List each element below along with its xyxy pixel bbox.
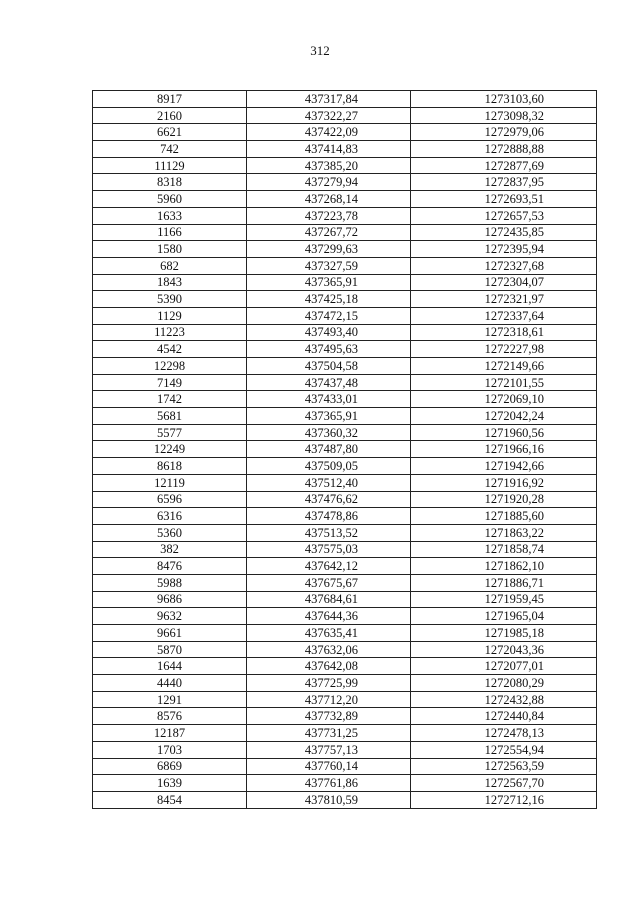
point-id-cell: 5390 xyxy=(93,291,247,308)
table-row xyxy=(93,474,597,491)
y-coordinate-cell: 1272432,88 xyxy=(411,691,597,708)
x-coordinate-cell: 437487,80 xyxy=(247,441,411,458)
x-coordinate-cell: 437493,40 xyxy=(247,324,411,341)
x-coordinate-cell: 437635,41 xyxy=(247,625,411,642)
point-id-cell: 8618 xyxy=(93,458,247,475)
x-coordinate-cell: 437360,32 xyxy=(247,424,411,441)
x-coordinate-cell: 437810,59 xyxy=(247,791,411,808)
table-row xyxy=(93,307,597,324)
table-row xyxy=(93,675,597,692)
point-id-cell: 8476 xyxy=(93,558,247,575)
point-id-cell: 1843 xyxy=(93,274,247,291)
table-row xyxy=(93,107,597,124)
table-row xyxy=(93,508,597,525)
y-coordinate-cell: 1272318,61 xyxy=(411,324,597,341)
y-coordinate-cell: 1272837,95 xyxy=(411,174,597,191)
table-row xyxy=(93,524,597,541)
point-id-cell: 5870 xyxy=(93,641,247,658)
x-coordinate-cell: 437327,59 xyxy=(247,257,411,274)
point-id-cell: 11223 xyxy=(93,324,247,341)
table-row xyxy=(93,374,597,391)
coordinates-table xyxy=(92,90,597,809)
table-row xyxy=(93,741,597,758)
y-coordinate-cell: 1272327,68 xyxy=(411,257,597,274)
y-coordinate-cell: 1272657,53 xyxy=(411,207,597,224)
table-row xyxy=(93,358,597,375)
x-coordinate-cell: 437575,03 xyxy=(247,541,411,558)
y-coordinate-cell: 1271858,74 xyxy=(411,541,597,558)
x-coordinate-cell: 437365,91 xyxy=(247,408,411,425)
x-coordinate-cell: 437513,52 xyxy=(247,524,411,541)
table-row xyxy=(93,758,597,775)
y-coordinate-cell: 1273098,32 xyxy=(411,107,597,124)
point-id-cell: 6596 xyxy=(93,491,247,508)
x-coordinate-cell: 437365,91 xyxy=(247,274,411,291)
y-coordinate-cell: 1272227,98 xyxy=(411,341,597,358)
point-id-cell: 6316 xyxy=(93,508,247,525)
point-id-cell: 11129 xyxy=(93,157,247,174)
y-coordinate-cell: 1272712,16 xyxy=(411,791,597,808)
table-row xyxy=(93,708,597,725)
x-coordinate-cell: 437223,78 xyxy=(247,207,411,224)
y-coordinate-cell: 1271920,28 xyxy=(411,491,597,508)
point-id-cell: 8454 xyxy=(93,791,247,808)
point-id-cell: 12298 xyxy=(93,358,247,375)
table-row xyxy=(93,625,597,642)
point-id-cell: 742 xyxy=(93,141,247,158)
y-coordinate-cell: 1271916,92 xyxy=(411,474,597,491)
point-id-cell: 5577 xyxy=(93,424,247,441)
y-coordinate-cell: 1272077,01 xyxy=(411,658,597,675)
x-coordinate-cell: 437478,86 xyxy=(247,508,411,525)
x-coordinate-cell: 437322,27 xyxy=(247,107,411,124)
table-row xyxy=(93,124,597,141)
y-coordinate-cell: 1272877,69 xyxy=(411,157,597,174)
point-id-cell: 9632 xyxy=(93,608,247,625)
table-row xyxy=(93,224,597,241)
table-row xyxy=(93,141,597,158)
y-coordinate-cell: 1273103,60 xyxy=(411,91,597,108)
x-coordinate-cell: 437267,72 xyxy=(247,224,411,241)
table-row xyxy=(93,341,597,358)
table-row xyxy=(93,691,597,708)
x-coordinate-cell: 437422,09 xyxy=(247,124,411,141)
point-id-cell: 4542 xyxy=(93,341,247,358)
table-row xyxy=(93,574,597,591)
y-coordinate-cell: 1271985,18 xyxy=(411,625,597,642)
x-coordinate-cell: 437317,84 xyxy=(247,91,411,108)
table-row xyxy=(93,441,597,458)
y-coordinate-cell: 1272478,13 xyxy=(411,725,597,742)
table-row xyxy=(93,608,597,625)
y-coordinate-cell: 1271863,22 xyxy=(411,524,597,541)
y-coordinate-cell: 1272043,36 xyxy=(411,641,597,658)
table-row xyxy=(93,157,597,174)
point-id-cell: 5960 xyxy=(93,191,247,208)
table-row xyxy=(93,324,597,341)
point-id-cell: 6621 xyxy=(93,124,247,141)
x-coordinate-cell: 437642,12 xyxy=(247,558,411,575)
y-coordinate-cell: 1272395,94 xyxy=(411,241,597,258)
point-id-cell: 1639 xyxy=(93,775,247,792)
x-coordinate-cell: 437414,83 xyxy=(247,141,411,158)
point-id-cell: 1129 xyxy=(93,307,247,324)
table-row xyxy=(93,291,597,308)
y-coordinate-cell: 1272563,59 xyxy=(411,758,597,775)
table-row xyxy=(93,458,597,475)
x-coordinate-cell: 437504,58 xyxy=(247,358,411,375)
y-coordinate-cell: 1271942,66 xyxy=(411,458,597,475)
table-row xyxy=(93,207,597,224)
point-id-cell: 7149 xyxy=(93,374,247,391)
point-id-cell: 8576 xyxy=(93,708,247,725)
y-coordinate-cell: 1272567,70 xyxy=(411,775,597,792)
y-coordinate-cell: 1272080,29 xyxy=(411,675,597,692)
point-id-cell: 1633 xyxy=(93,207,247,224)
point-id-cell: 1580 xyxy=(93,241,247,258)
point-id-cell: 12187 xyxy=(93,725,247,742)
x-coordinate-cell: 437732,89 xyxy=(247,708,411,725)
y-coordinate-cell: 1272101,55 xyxy=(411,374,597,391)
table-row xyxy=(93,424,597,441)
table-row xyxy=(93,725,597,742)
y-coordinate-cell: 1272337,64 xyxy=(411,307,597,324)
x-coordinate-cell: 437472,15 xyxy=(247,307,411,324)
table-row xyxy=(93,791,597,808)
x-coordinate-cell: 437495,63 xyxy=(247,341,411,358)
point-id-cell: 682 xyxy=(93,257,247,274)
point-id-cell: 5988 xyxy=(93,574,247,591)
x-coordinate-cell: 437632,06 xyxy=(247,641,411,658)
y-coordinate-cell: 1271966,16 xyxy=(411,441,597,458)
x-coordinate-cell: 437760,14 xyxy=(247,758,411,775)
point-id-cell: 4440 xyxy=(93,675,247,692)
point-id-cell: 1291 xyxy=(93,691,247,708)
point-id-cell: 12119 xyxy=(93,474,247,491)
y-coordinate-cell: 1272554,94 xyxy=(411,741,597,758)
table-row xyxy=(93,257,597,274)
y-coordinate-cell: 1272069,10 xyxy=(411,391,597,408)
x-coordinate-cell: 437299,63 xyxy=(247,241,411,258)
point-id-cell: 5681 xyxy=(93,408,247,425)
x-coordinate-cell: 437476,62 xyxy=(247,491,411,508)
table-row xyxy=(93,174,597,191)
x-coordinate-cell: 437433,01 xyxy=(247,391,411,408)
table-row xyxy=(93,391,597,408)
table-row xyxy=(93,558,597,575)
y-coordinate-cell: 1272440,84 xyxy=(411,708,597,725)
y-coordinate-cell: 1272304,07 xyxy=(411,274,597,291)
y-coordinate-cell: 1271960,56 xyxy=(411,424,597,441)
x-coordinate-cell: 437385,20 xyxy=(247,157,411,174)
coordinates-table-body xyxy=(93,91,597,809)
x-coordinate-cell: 437731,25 xyxy=(247,725,411,742)
x-coordinate-cell: 437437,48 xyxy=(247,374,411,391)
x-coordinate-cell: 437268,14 xyxy=(247,191,411,208)
point-id-cell: 8318 xyxy=(93,174,247,191)
table-row xyxy=(93,591,597,608)
table-row xyxy=(93,541,597,558)
point-id-cell: 9661 xyxy=(93,625,247,642)
y-coordinate-cell: 1272042,24 xyxy=(411,408,597,425)
x-coordinate-cell: 437761,86 xyxy=(247,775,411,792)
y-coordinate-cell: 1272888,88 xyxy=(411,141,597,158)
y-coordinate-cell: 1271886,71 xyxy=(411,574,597,591)
point-id-cell: 2160 xyxy=(93,107,247,124)
table-row xyxy=(93,641,597,658)
table-row xyxy=(93,274,597,291)
y-coordinate-cell: 1272321,97 xyxy=(411,291,597,308)
point-id-cell: 1742 xyxy=(93,391,247,408)
y-coordinate-cell: 1272149,66 xyxy=(411,358,597,375)
x-coordinate-cell: 437509,05 xyxy=(247,458,411,475)
x-coordinate-cell: 437725,99 xyxy=(247,675,411,692)
x-coordinate-cell: 437675,67 xyxy=(247,574,411,591)
x-coordinate-cell: 437757,13 xyxy=(247,741,411,758)
point-id-cell: 6869 xyxy=(93,758,247,775)
y-coordinate-cell: 1271862,10 xyxy=(411,558,597,575)
y-coordinate-cell: 1271959,45 xyxy=(411,591,597,608)
point-id-cell: 5360 xyxy=(93,524,247,541)
point-id-cell: 12249 xyxy=(93,441,247,458)
table-row xyxy=(93,241,597,258)
y-coordinate-cell: 1271885,60 xyxy=(411,508,597,525)
table-row xyxy=(93,491,597,508)
point-id-cell: 1644 xyxy=(93,658,247,675)
point-id-cell: 8917 xyxy=(93,91,247,108)
table-row xyxy=(93,775,597,792)
y-coordinate-cell: 1272435,85 xyxy=(411,224,597,241)
table-row xyxy=(93,408,597,425)
x-coordinate-cell: 437684,61 xyxy=(247,591,411,608)
point-id-cell: 1166 xyxy=(93,224,247,241)
x-coordinate-cell: 437644,36 xyxy=(247,608,411,625)
x-coordinate-cell: 437512,40 xyxy=(247,474,411,491)
table-row xyxy=(93,191,597,208)
point-id-cell: 9686 xyxy=(93,591,247,608)
x-coordinate-cell: 437425,18 xyxy=(247,291,411,308)
table-row xyxy=(93,91,597,108)
point-id-cell: 382 xyxy=(93,541,247,558)
y-coordinate-cell: 1272979,06 xyxy=(411,124,597,141)
x-coordinate-cell: 437712,20 xyxy=(247,691,411,708)
y-coordinate-cell: 1272693,51 xyxy=(411,191,597,208)
point-id-cell: 1703 xyxy=(93,741,247,758)
y-coordinate-cell: 1271965,04 xyxy=(411,608,597,625)
table-row xyxy=(93,658,597,675)
x-coordinate-cell: 437279,94 xyxy=(247,174,411,191)
page-number: 312 xyxy=(310,43,330,58)
x-coordinate-cell: 437642,08 xyxy=(247,658,411,675)
